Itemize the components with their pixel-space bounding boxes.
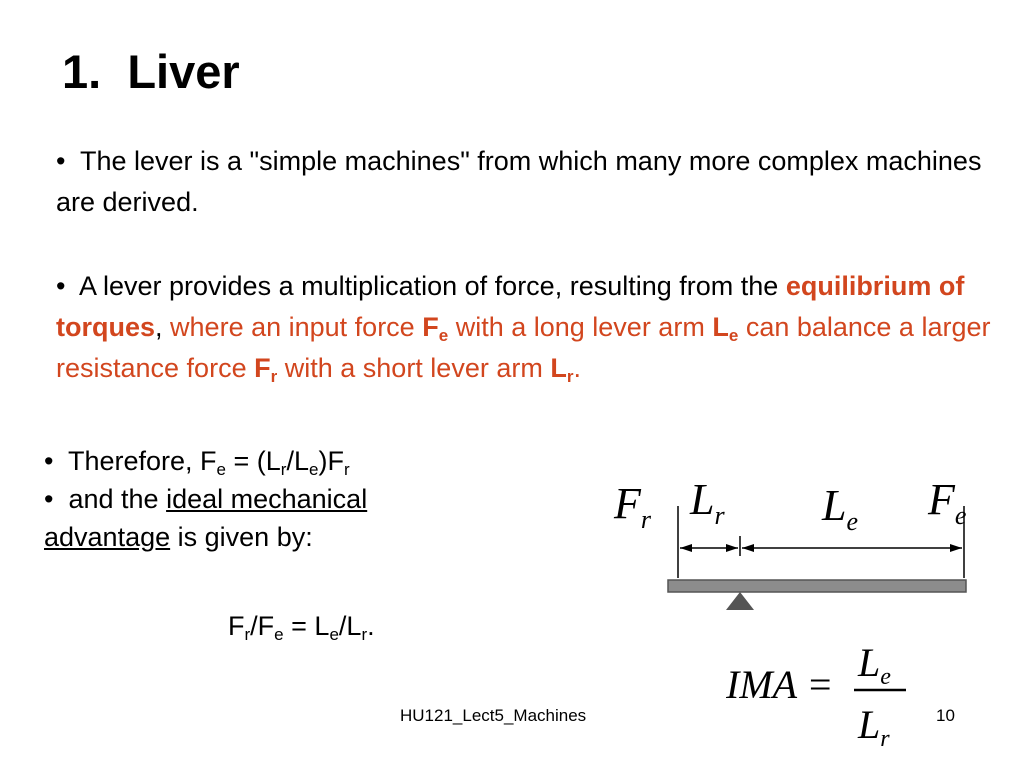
bullet-marker: • — [56, 146, 66, 176]
period: . — [573, 353, 581, 383]
ima-link-cont[interactable]: advantage — [44, 522, 171, 552]
bullet-marker: • — [44, 446, 54, 476]
ima-label: IMA = — [726, 662, 834, 707]
equilibrium-phrase: equilibrium of torques — [56, 271, 965, 342]
bullet-3 — [44, 442, 484, 480]
bullet-4-tail: is given by: — [177, 522, 313, 552]
comma: , — [155, 312, 163, 342]
slide-title: 1. Liver — [62, 45, 240, 98]
bullet-marker: • — [56, 271, 66, 301]
fulcrum — [726, 592, 754, 610]
ima-link[interactable]: ideal mechanical — [166, 484, 368, 514]
ima-equation — [726, 640, 916, 750]
diagram-Fr-label: $F_r$ — [614, 479, 652, 534]
bullet-4-lead: and the — [68, 484, 159, 514]
ima-formula-text: $F_r/F_e = L_e/L_r$. — [228, 611, 375, 644]
bullet-2-seg1: where an input force — [170, 312, 415, 342]
bullet-2 — [56, 266, 996, 389]
bullet-2-seg3: can balance a larger resistance force — [56, 312, 991, 383]
bullet-3-text: Therefore, $F_e = (L_r/L_e)F_r$ — [67, 446, 350, 479]
long-arm-symbol: $L_e$ — [712, 312, 739, 345]
short-arm-symbol: $L_r$ — [550, 353, 574, 386]
lever-diagram — [600, 470, 980, 620]
bullet-4 — [44, 480, 484, 556]
bullet-1 — [56, 141, 986, 223]
input-force-symbol: $F_e$ — [422, 312, 449, 345]
diagram-Lr-label: $L_r$ — [690, 475, 725, 530]
bullet-marker: • — [44, 484, 54, 514]
bullet-2-lead: A lever provides a multiplication of force, resulting from the — [78, 271, 779, 301]
diagram-Fe-label: $F_e$ — [928, 475, 967, 530]
page-number: 10 — [936, 706, 955, 725]
diagram-Le-label: $L_e$ — [822, 481, 859, 536]
lever-beam — [668, 580, 966, 592]
resistance-force-symbol: $F_r$ — [254, 353, 278, 386]
bullet-1-text: The lever is a "simple machines" from which many more complex machines are derived. — [56, 146, 982, 217]
bullet-2-seg4: with a short lever arm — [284, 353, 543, 383]
ima-denominator: $L_r$ — [858, 702, 890, 750]
bullet-2-seg2: with a long lever arm — [455, 312, 705, 342]
footer-text: HU121_Lect5_Machines — [400, 706, 587, 725]
bullet-3-4 — [44, 442, 484, 556]
ima-numerator: $L_e$ — [858, 640, 891, 690]
